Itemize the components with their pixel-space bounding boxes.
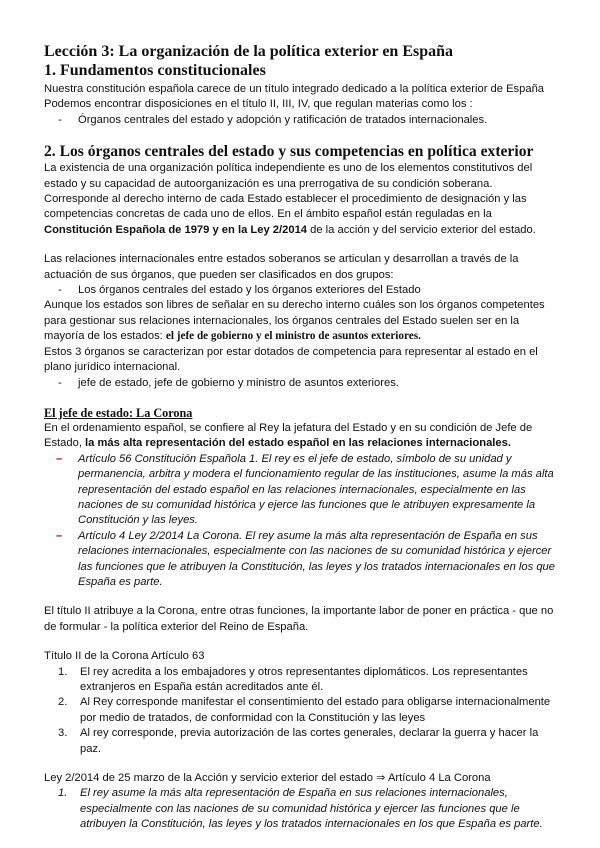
section-3-paragraph-1 — [44, 421, 560, 452]
list-number: 1. — [58, 665, 68, 678]
section-1-bullets — [44, 113, 560, 128]
list-item: – Artículo 4 Ley 2/2014 La Corona. El rey asume la más alta representación de España en sus relaciones internacionales, especialmente con las naciones de su comunidad histórica y ejercer las funciones que le atribuyen la Constitución, las leyes y los tratados internacionales en los que España es parte. — [44, 529, 560, 591]
list-number: 1. — [58, 787, 68, 800]
list-item: – Artículo 56 Constitución Española 1. El rey es el jefe de estado, símbolo de su unidad y permanencia, arbitra y modera el funcionamiento regular de las instituciones, asume la más alta representación del estado español en las relaciones internacionales, especialmente en las naciones de su comunidad histórica y ejerce las funciones que le atribuyen expresamente la Constitución y las leyes. — [44, 452, 560, 529]
section-2-paragraph-4 — [44, 298, 560, 344]
list-item — [44, 786, 560, 832]
bold-text: el jefe de gobierno y el ministro de asuntos exteriores. — [165, 330, 421, 343]
bold-text: la más alta representación del estado español en las relaciones internacionales. — [85, 437, 511, 450]
list-item — [44, 726, 560, 757]
text-run: Aunque los estados son libres de señalar en su derecho interno cuáles son los órganos competentes para gestionar sus relaciones internacionales, los órganos centrales del Estado suelen ser en la mayoría de los estados: — [44, 299, 545, 343]
text-run: de la acción y del servicio exterior del estado. — [307, 223, 536, 236]
list-item — [44, 665, 560, 696]
title-ii-heading: Título II de la Corona Artículo 63 — [44, 650, 205, 663]
list-item: - jefe de estado, jefe de gobierno y ministro de asuntos exteriores. — [44, 376, 560, 391]
section-1-line-1: Nuestra constitución española carece de un título integrado dedicado a la política exterior de España — [44, 83, 545, 95]
section-2-paragraph-5: Estos 3 órganos se caracterizan por estar dotados de competencia para representar al estado en el plano jurídico internacional. — [44, 345, 538, 374]
list-item: - Órganos centrales del estado y adopción y ratificación de tratados internacionales. — [44, 113, 560, 128]
organ-groups-list — [44, 283, 560, 298]
bold-text: Constitución Española de 1979 y en la Ley 2/2014 — [44, 223, 308, 236]
page-title: Lección 3: La organización de la política exterior en España — [44, 43, 454, 60]
document-page — [44, 42, 560, 833]
list-item: - Los órganos centrales del estado y los órganos exteriores del Estado — [44, 283, 560, 298]
section-2-paragraph-2 — [44, 192, 560, 238]
list-text: Al Rey corresponde manifestar el consentimiento del estado para obligarse internacionalmente por medio de tratados, de conformidad con la Constitución y las leyes — [80, 696, 551, 724]
article-63-list — [44, 665, 560, 757]
section-1-heading: 1. Fundamentos constitucionales — [44, 62, 266, 79]
list-text: Al rey corresponde, previa autorización de las cortes generales, declarar la guerra y hacer la paz. — [80, 727, 539, 755]
section-3-heading: El jefe de estado: La Corona — [44, 405, 193, 420]
section-2-heading: 2. Los órganos centrales del estado y sus competencias en política exterior — [44, 143, 534, 161]
list-text: El rey acredita a los embajadores y otros representantes diplomáticos. Los representantes extranjeros en España están acreditados ante él. — [80, 665, 528, 693]
list-item — [44, 695, 560, 726]
list-number: 2. — [58, 696, 68, 709]
article-4-list — [44, 786, 560, 832]
section-2-paragraph-3: Las relaciones internacionales entre estados soberanos se articulan y desarrollan a través de la actuación de sus órganos, que pueden ser clasificados en dos grupos: — [44, 253, 519, 281]
list-text: El rey asume la más alta representación de España en sus relaciones internacionales, especialmente con las naciones de su comunidad histórica y ejercer las funciones que le atribuyen la Constitución, las leyes y los tratados internacionales en los que España es parte. — [80, 787, 543, 831]
ley-heading: Ley 2/2014 de 25 marzo de la Acción y servicio exterior del estado ⇒ Artículo 4 La Corona — [44, 772, 491, 785]
text-run: Corresponde al derecho interno de cada Estado establecer el procedimiento de designación y las competencias concretas de cada uno de ellos. En el ámbito español están reguladas en la — [44, 193, 527, 221]
text-run: En el ordenamiento español, se confiere al Rey la jefatura del Estado y en su condición de Jefe de Estado, — [44, 421, 533, 450]
quotes-list — [44, 452, 560, 591]
list-number: 3. — [58, 727, 68, 740]
section-2-paragraph-1: La existencia de una organización política independiente es uno de los elementos constitutivos del estado y su capacidad de autoorganización es una prerrogativa de su condición soberana. — [44, 162, 533, 190]
organs-list — [44, 376, 560, 391]
section-3-paragraph-2: El título II atribuye a la Corona, entre otras funciones, la importante labor de poner en práctica - que no de formular - la política exterior del Reino de España. — [44, 605, 554, 633]
section-1-line-2: Podemos encontrar disposiciones en el título II, III, IV, que regulan materias como los : — [44, 98, 473, 111]
